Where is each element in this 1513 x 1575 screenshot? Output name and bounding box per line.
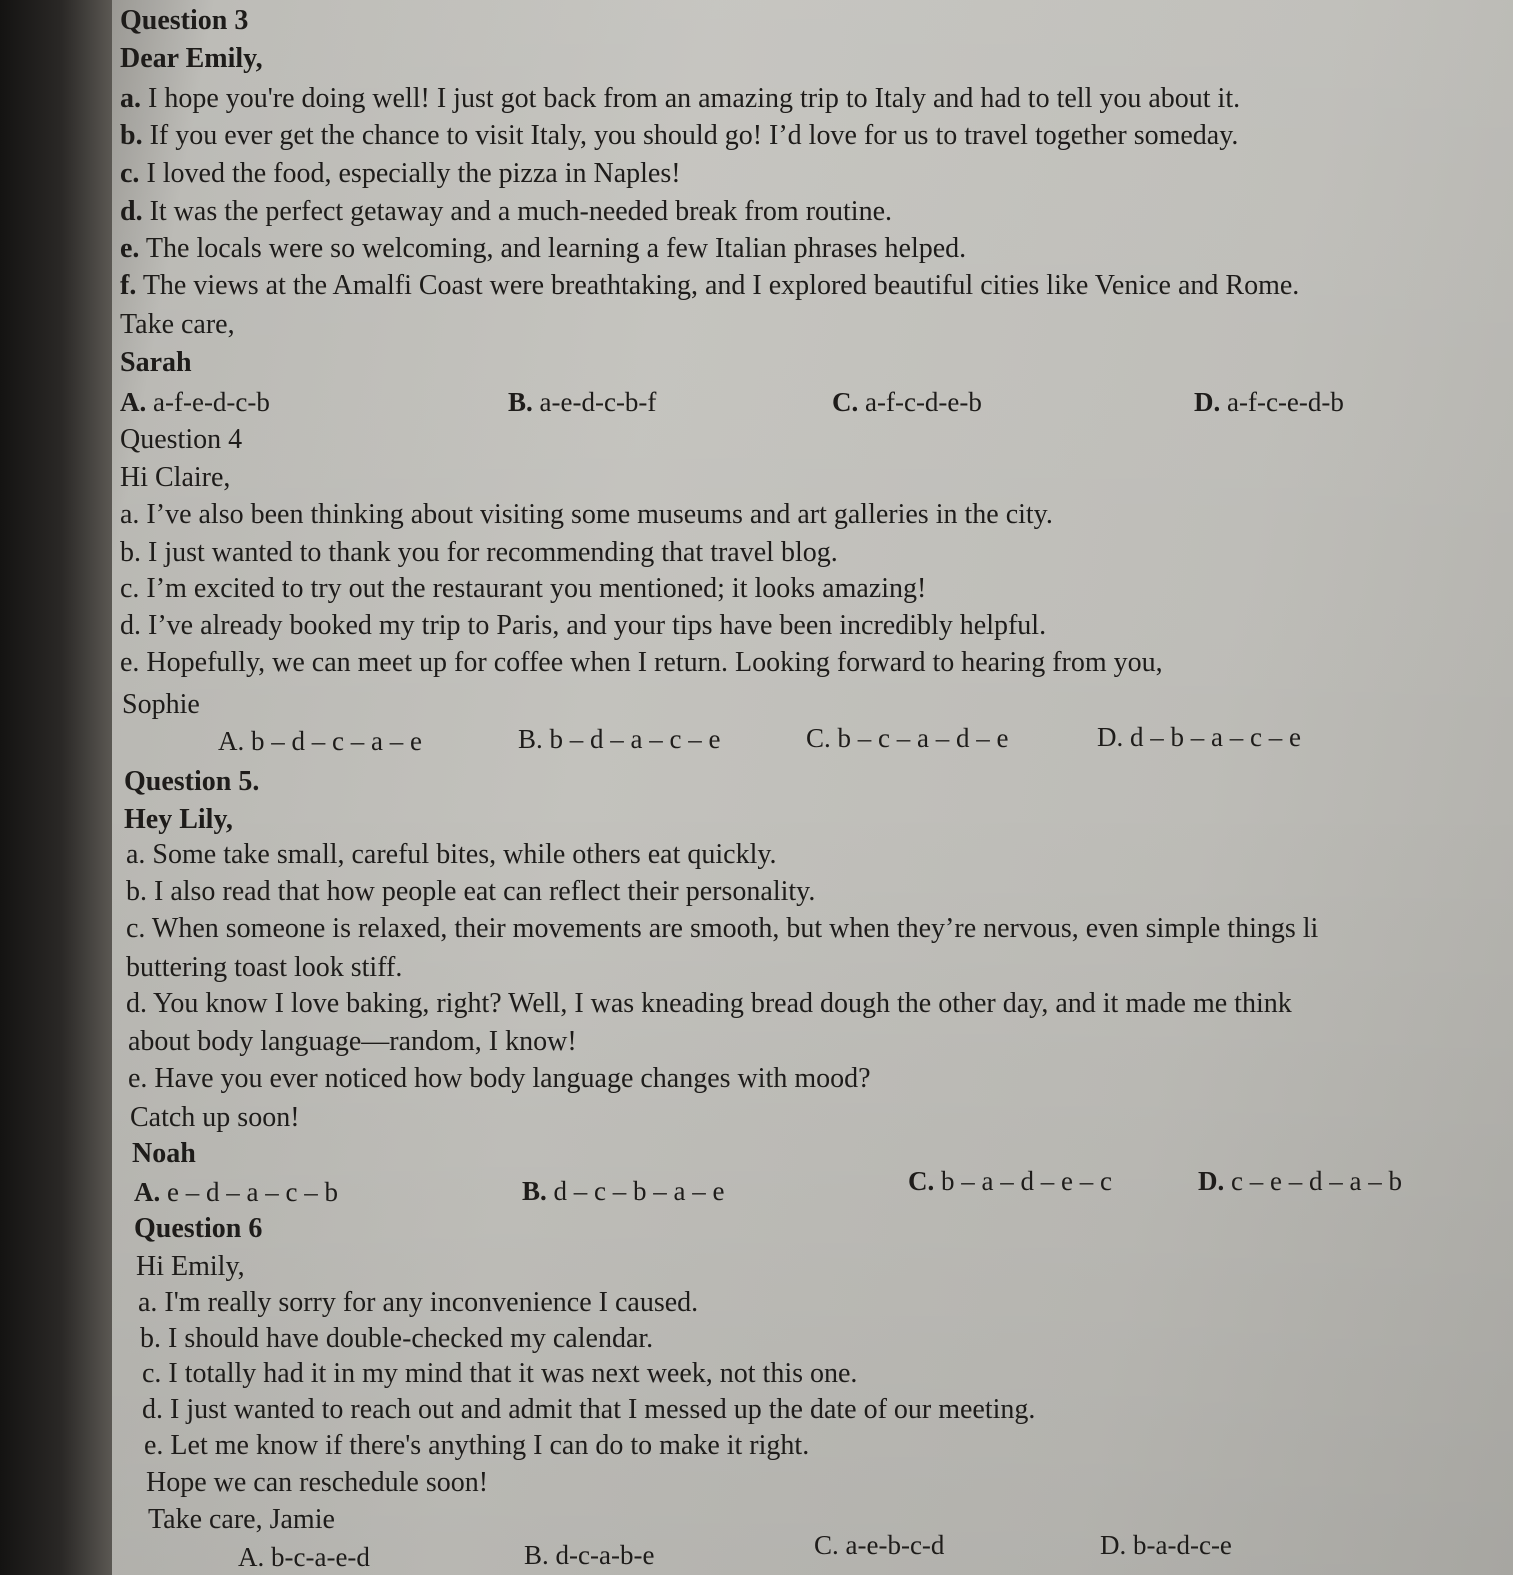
letter-signature: Sarah [120,347,192,378]
sentence-item: a. I hope you're doing well! I just got back from an amazing trip to Italy and had to tell you about it. [120,83,1241,114]
sentence-item-continuation: buttering toast look stiff. [126,952,403,983]
letter-closing: Hope we can reschedule soon! [146,1467,489,1498]
answer-option-a[interactable]: A. b – d – c – a – e [218,726,422,756]
sentence-item: b. I should have double-checked my calendar. [140,1323,654,1354]
sentence-item: d. It was the perfect getaway and a much-needed break from routine. [120,196,893,227]
question-title: Question 3 [120,5,249,36]
sentence-item-continuation: about body language—random, I know! [128,1026,577,1057]
sentence-item: d. You know I love baking, right? Well, I was kneading bread dough the other day, and it made me think [126,988,1292,1019]
answer-option-d[interactable]: D. b-a-d-c-e [1100,1530,1232,1560]
answer-option-c[interactable]: C. a-e-b-c-d [814,1530,945,1560]
sentence-item: c. I loved the food, especially the pizza in Naples! [120,158,681,189]
question-title: Question 6 [134,1213,263,1244]
sentence-item: e. Hopefully, we can meet up for coffee when I return. Looking forward to hearing from you, [120,647,1163,678]
letter-signature: Noah [132,1138,196,1169]
sentence-item: a. I'm really sorry for any inconvenience I caused. [138,1287,699,1318]
answer-option-d[interactable]: D. a-f-c-e-d-b [1194,387,1344,417]
answer-option-d[interactable]: D. c – e – d – a – b [1198,1166,1402,1196]
answer-option-c[interactable]: C. a-f-c-d-e-b [832,387,982,417]
answer-option-c[interactable]: C. b – c – a – d – e [806,723,1009,753]
sentence-item: c. I totally had it in my mind that it was next week, not this one. [142,1358,858,1389]
letter-signature: Sophie [122,689,200,720]
sentence-item: e. Let me know if there's anything I can do to make it right. [144,1430,810,1461]
question-title: Question 5. [124,766,260,797]
letter-greeting: Hi Emily, [136,1251,245,1282]
sentence-item: d. I’ve already booked my trip to Paris, and your tips have been incredibly helpful. [120,610,1047,641]
letter-greeting: Hey Lily, [124,804,233,835]
answer-option-c[interactable]: C. b – a – d – e – c [908,1166,1112,1196]
answer-option-a[interactable]: A. e – d – a – c – b [134,1177,338,1207]
sentence-item: a. Some take small, careful bites, while others eat quickly. [126,839,777,870]
sentence-item: b. I just wanted to thank you for recommending that travel blog. [120,537,838,568]
textbook-page [112,0,1513,1575]
sentence-item: c. When someone is relaxed, their movements are smooth, but when they’re nervous, even simple things li [126,913,1319,944]
sentence-item: f. The views at the Amalfi Coast were breathtaking, and I explored beautiful cities like Venice and Rome. [120,270,1300,301]
answer-option-a[interactable]: A. a-f-e-d-c-b [120,387,270,417]
sentence-item: c. I’m excited to try out the restaurant you mentioned; it looks amazing! [120,573,927,604]
letter-greeting: Dear Emily, [120,43,263,74]
sentence-item: e. The locals were so welcoming, and learning a few Italian phrases helped. [120,233,967,264]
answer-option-b[interactable]: B. d – c – b – a – e [522,1176,725,1206]
letter-closing: Take care, [120,309,235,340]
question-title: Question 4 [120,424,243,455]
answer-option-b[interactable]: B. b – d – a – c – e [518,724,721,754]
sentence-item: e. Have you ever noticed how body language changes with mood? [128,1063,871,1094]
sentence-item: b. If you ever get the chance to visit Italy, you should go! I’d love for us to travel together someday. [120,120,1239,151]
book-binding-shadow [0,0,112,1575]
answer-option-a[interactable]: A. b-c-a-e-d [238,1542,370,1572]
answer-option-b[interactable]: B. a-e-d-c-b-f [508,387,657,417]
answer-option-d[interactable]: D. d – b – a – c – e [1097,722,1301,752]
sentence-item: a. I’ve also been thinking about visiting some museums and art galleries in the city. [120,499,1053,530]
answer-option-b[interactable]: B. d-c-a-b-e [524,1540,655,1570]
sentence-item: d. I just wanted to reach out and admit that I messed up the date of our meeting. [142,1394,1036,1425]
letter-closing: Catch up soon! [130,1102,300,1133]
letter-greeting: Hi Claire, [120,462,231,493]
letter-signature: Take care, Jamie [148,1504,335,1535]
sentence-item: b. I also read that how people eat can reflect their personality. [126,876,816,907]
